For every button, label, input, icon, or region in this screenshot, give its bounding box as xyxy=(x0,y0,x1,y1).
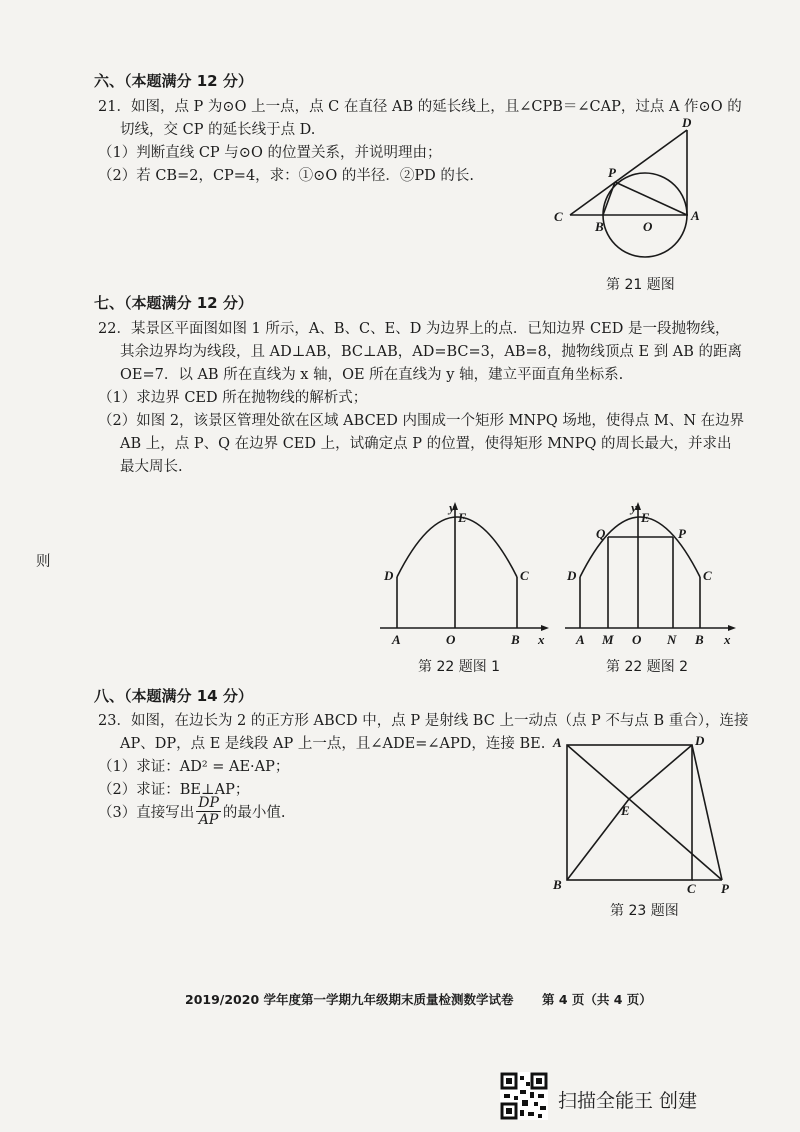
label-b: B xyxy=(595,219,604,234)
label-n: N xyxy=(667,632,677,647)
label-e: E xyxy=(621,803,630,818)
label-p: P xyxy=(721,881,729,895)
label-d: D xyxy=(682,115,692,130)
label-c: C xyxy=(687,881,696,895)
section-heading-8: 八、（本题满分 14 分） xyxy=(94,687,253,705)
footer-page-number: 第 4 页（共 4 页） xyxy=(542,992,652,1007)
q21-figure xyxy=(540,115,720,265)
q23-figure xyxy=(545,735,745,895)
label-o: O xyxy=(446,632,456,647)
label-a: A xyxy=(392,632,401,647)
label-b: B xyxy=(553,877,562,892)
segment-be xyxy=(567,799,629,880)
q23-part3-prefix: （3）直接写出 xyxy=(98,805,195,821)
q23-line-5 xyxy=(98,795,286,828)
fraction-numerator: DP xyxy=(198,795,219,811)
x-arrow xyxy=(728,625,736,631)
q23-part3-suffix: 的最小值. xyxy=(222,805,286,821)
fraction-denominator: AP xyxy=(198,812,219,828)
segment-dp xyxy=(692,745,722,880)
label-m: M xyxy=(602,632,614,647)
q21-caption: 第 21 题图 xyxy=(606,277,675,293)
q22-line-4: （1）求边界 CED 所在抛物线的解析式； xyxy=(98,390,368,406)
label-x: x xyxy=(538,632,545,647)
parabola-ced xyxy=(397,517,517,577)
label-a: A xyxy=(691,208,700,223)
q21-line-2: 切线，交 CP 的延长线于点 D. xyxy=(120,122,316,138)
q22-line-5: （2）如图 2，该景区管理处欲在区域 ABCED 内围成一个矩形 MNPQ 场地，使得点 M、N 在边界 xyxy=(98,413,745,429)
q22-caption-1: 第 22 题图 1 xyxy=(418,659,501,675)
section-heading-7: 七、（本题满分 12 分） xyxy=(94,294,253,312)
label-c: C xyxy=(703,568,712,583)
label-p: P xyxy=(608,165,616,180)
label-e: E xyxy=(641,510,650,525)
q22-line-6: AB 上，点 P、Q 在边界 CED 上，试确定点 P 的位置，使得矩形 MNPQ 的周长最大，并求出 xyxy=(120,436,732,452)
label-x: x xyxy=(724,632,731,647)
label-d: D xyxy=(567,568,577,583)
q23-line-3: （1）求证：AD² = AE·AP； xyxy=(98,759,290,775)
q22-line-1: 22．某景区平面图如图 1 所示，A、B、C、E、D 为边界上的点．已知边界 CED 是一段抛物线， xyxy=(98,321,730,337)
q23-line-1: 23．如图，在边长为 2 的正方形 ABCD 中，点 P 是射线 BC 上一动点（点 P 不与点 B 重合），连接 xyxy=(98,713,749,729)
label-y: y xyxy=(449,500,455,515)
qr-code-icon xyxy=(500,1072,548,1120)
q22-line-2: 其余边界均为线段，且 AD⊥AB，BC⊥AB，AD=BC=3，AB=8，抛物线顶点 E 到 AB 的距离 xyxy=(120,344,743,360)
label-b: B xyxy=(695,632,704,647)
q21-line-1: 21．如图，点 P 为⊙O 上一点，点 C 在直径 AB 的延长线上，且∠CPB＝∠CAP，过点 A 作⊙O 的 xyxy=(98,99,742,115)
label-d: D xyxy=(384,568,394,583)
q22-caption-2: 第 22 题图 2 xyxy=(606,659,689,675)
label-b: B xyxy=(511,632,520,647)
label-q: Q xyxy=(596,526,606,541)
label-a: A xyxy=(576,632,585,647)
section-heading-6: 六、（本题满分 12 分） xyxy=(94,72,253,90)
line-cd xyxy=(570,130,687,215)
label-o: O xyxy=(632,632,642,647)
q22-line-3: OE=7．以 AB 所在直线为 x 轴，OE 所在直线为 y 轴，建立平面直角坐标系. xyxy=(120,367,624,383)
q23-line-4: （2）求证：BE⊥AP； xyxy=(98,782,250,798)
scanner-watermark: 扫描全能王 创建 xyxy=(558,1090,698,1112)
label-p: P xyxy=(678,526,686,541)
margin-char: 则 xyxy=(36,554,51,570)
label-e: E xyxy=(458,510,467,525)
q21-line-3: （1）判断直线 CP 与⊙O 的位置关系，并说明理由； xyxy=(98,145,442,161)
segment-de xyxy=(629,745,692,799)
label-c: C xyxy=(520,568,529,583)
x-arrow xyxy=(541,625,549,631)
q21-line-4: （2）若 CB=2，CP=4，求：①⊙O 的半径．②PD 的长. xyxy=(98,168,474,184)
q22-figure-1 xyxy=(375,500,555,650)
fraction-dp-ap xyxy=(196,795,221,828)
q23-caption: 第 23 题图 xyxy=(610,903,679,919)
footer-exam-title: 2019/2020 学年度第一学期九年级期末质量检测数学试卷 xyxy=(185,992,514,1007)
label-d: D xyxy=(695,735,705,748)
segment-ap xyxy=(567,745,722,880)
label-a: A xyxy=(553,735,562,750)
q23-line-2: AP、DP，点 E 是线段 AP 上一点，且∠ADE=∠APD，连接 BE. xyxy=(120,736,546,752)
q22-line-7: 最大周长. xyxy=(120,459,183,475)
label-y: y xyxy=(631,500,637,515)
label-o: O xyxy=(643,219,653,234)
q22-figure-2 xyxy=(560,500,745,650)
label-c: C xyxy=(554,209,563,224)
